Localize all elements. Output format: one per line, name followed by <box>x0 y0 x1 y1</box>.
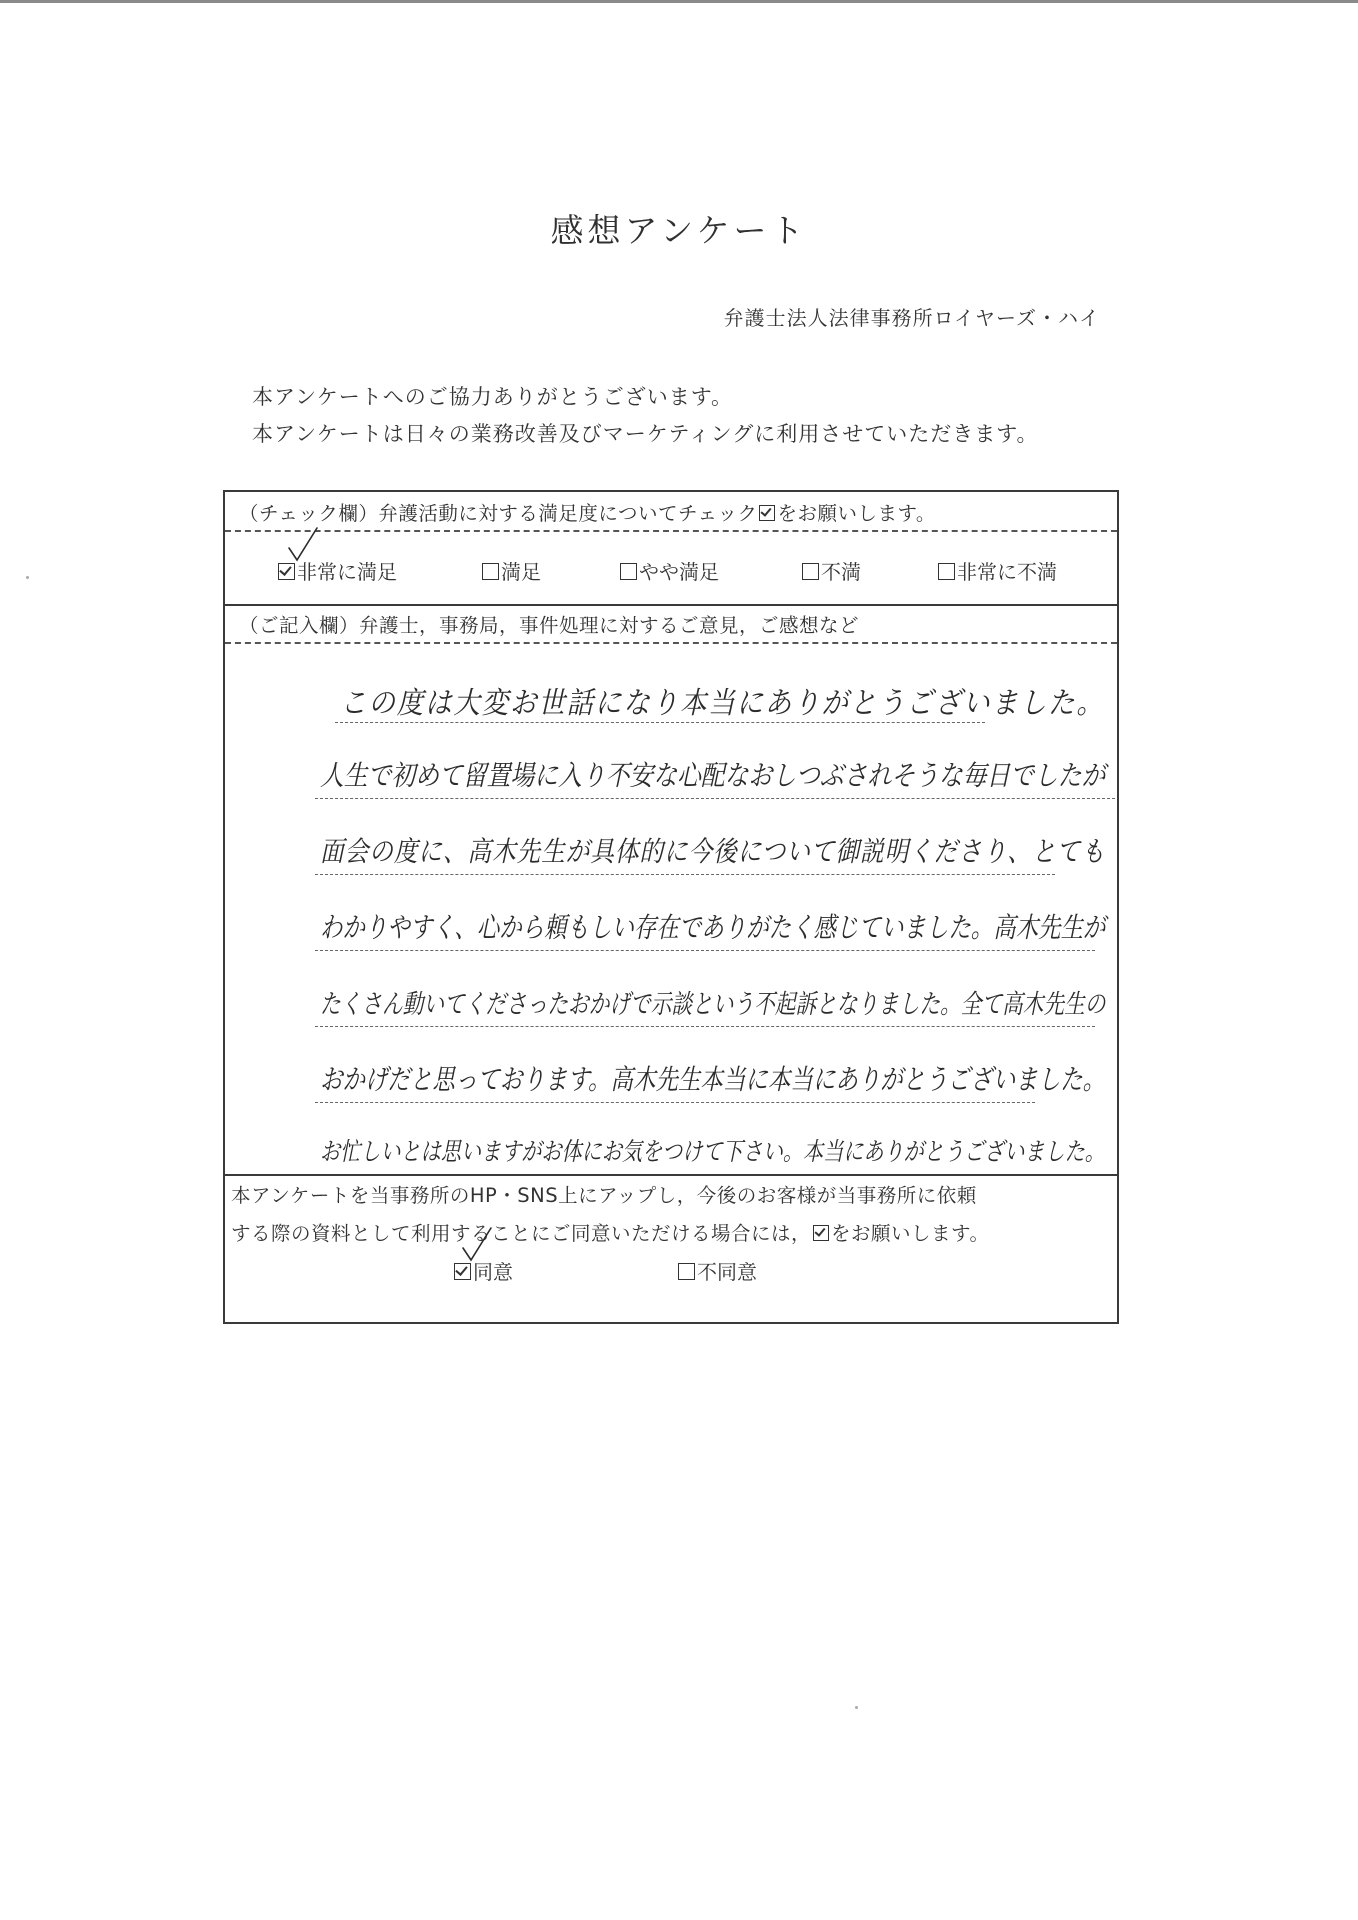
check-header-prefix: （チェック欄）弁護活動に対する満足度についてチェック <box>239 502 758 525</box>
option-disagree[interactable] <box>678 1256 757 1285</box>
comment-section-header: （ご記入欄）弁護士，事務局，事件処理に対するご意見，ご感想など <box>239 614 860 637</box>
check-header-suffix: をお願いします。 <box>777 502 936 525</box>
handwriting-underline <box>315 1102 1035 1103</box>
dashed-divider <box>225 642 1117 644</box>
consent-line-2-prefix: する際の資料として利用することにご同意いただける場合には， <box>231 1222 812 1245</box>
consent-text-line-1: 本アンケートを当事務所のHP・SNS上にアップし，今後のお客様が当事務所に依頼 <box>231 1184 977 1207</box>
handwritten-line-2: 人生で初めて留置場に入り不安な心配なおしつぶされそうな毎日でしたが <box>320 759 1106 792</box>
handwriting-underline <box>315 798 1115 799</box>
pen-check-mark-icon <box>285 526 321 566</box>
section-divider <box>225 1174 1117 1176</box>
consent-text-line-2 <box>225 1218 989 1246</box>
handwriting-underline <box>335 722 985 723</box>
scan-top-edge <box>0 0 1358 3</box>
handwriting-underline <box>315 874 1055 875</box>
check-section-header <box>225 498 1117 526</box>
option-label: 非常に不満 <box>957 560 1057 584</box>
handwritten-line-3: 面会の度に、高木先生が具体的に今後について御説明くださり、とても <box>320 835 1106 868</box>
checkbox-icon[interactable] <box>938 563 955 580</box>
option-label: 同意 <box>473 1260 513 1284</box>
pen-check-mark-icon <box>459 1226 495 1266</box>
checkbox-example-icon <box>759 505 775 521</box>
handwriting-underline <box>315 1026 1095 1027</box>
checkbox-example-icon <box>813 1225 829 1241</box>
checkbox-icon[interactable] <box>482 563 499 580</box>
handwritten-line-7: お忙しいとは思いますがお体にお気をつけて下さい。本当にありがとうございました。 <box>320 1137 1105 1166</box>
handwritten-line-1: この度は大変お世話になり本当にありがとうございました。 <box>340 686 1105 721</box>
page-title: 感想アンケート <box>550 211 808 250</box>
handwritten-line-4: わかりやすく、心から頼もしい存在でありがたく感じていました。高木先生が <box>320 911 1106 944</box>
option-satisfied[interactable] <box>482 556 541 585</box>
dashed-divider <box>225 530 1117 532</box>
option-label: 満足 <box>501 560 541 584</box>
option-dissatisfied[interactable] <box>802 556 861 585</box>
organization-name: 弁護士法人法律事務所ロイヤーズ・ハイ <box>723 306 1100 330</box>
intro-line-2: 本アンケートは日々の業務改善及びマーケティングに利用させていただきます。 <box>252 422 1039 446</box>
handwritten-line-6: おかげだと思っております。高木先生本当に本当にありがとうございました。 <box>320 1063 1106 1096</box>
scan-speck <box>26 576 29 579</box>
handwritten-line-5: たくさん動いてくださったおかげで示談という不起訴となりました。全て高木先生の <box>320 989 1106 1020</box>
section-divider <box>225 604 1117 606</box>
consent-line-2-suffix: をお願いします。 <box>831 1222 990 1245</box>
option-label: やや満足 <box>639 560 719 584</box>
intro-line-1: 本アンケートへのご協力ありがとうございます。 <box>252 385 734 409</box>
scan-speck <box>855 1706 858 1709</box>
handwriting-underline <box>315 950 1095 951</box>
checkbox-icon[interactable] <box>802 563 819 580</box>
checkbox-icon[interactable] <box>678 1263 695 1280</box>
option-label: 不同意 <box>697 1260 757 1284</box>
checkbox-icon[interactable] <box>620 563 637 580</box>
survey-form <box>223 490 1119 1324</box>
option-somewhat-satisfied[interactable] <box>620 556 719 585</box>
option-label: 不満 <box>821 560 861 584</box>
option-label: 非常に満足 <box>297 560 397 584</box>
option-very-dissatisfied[interactable] <box>938 556 1057 585</box>
